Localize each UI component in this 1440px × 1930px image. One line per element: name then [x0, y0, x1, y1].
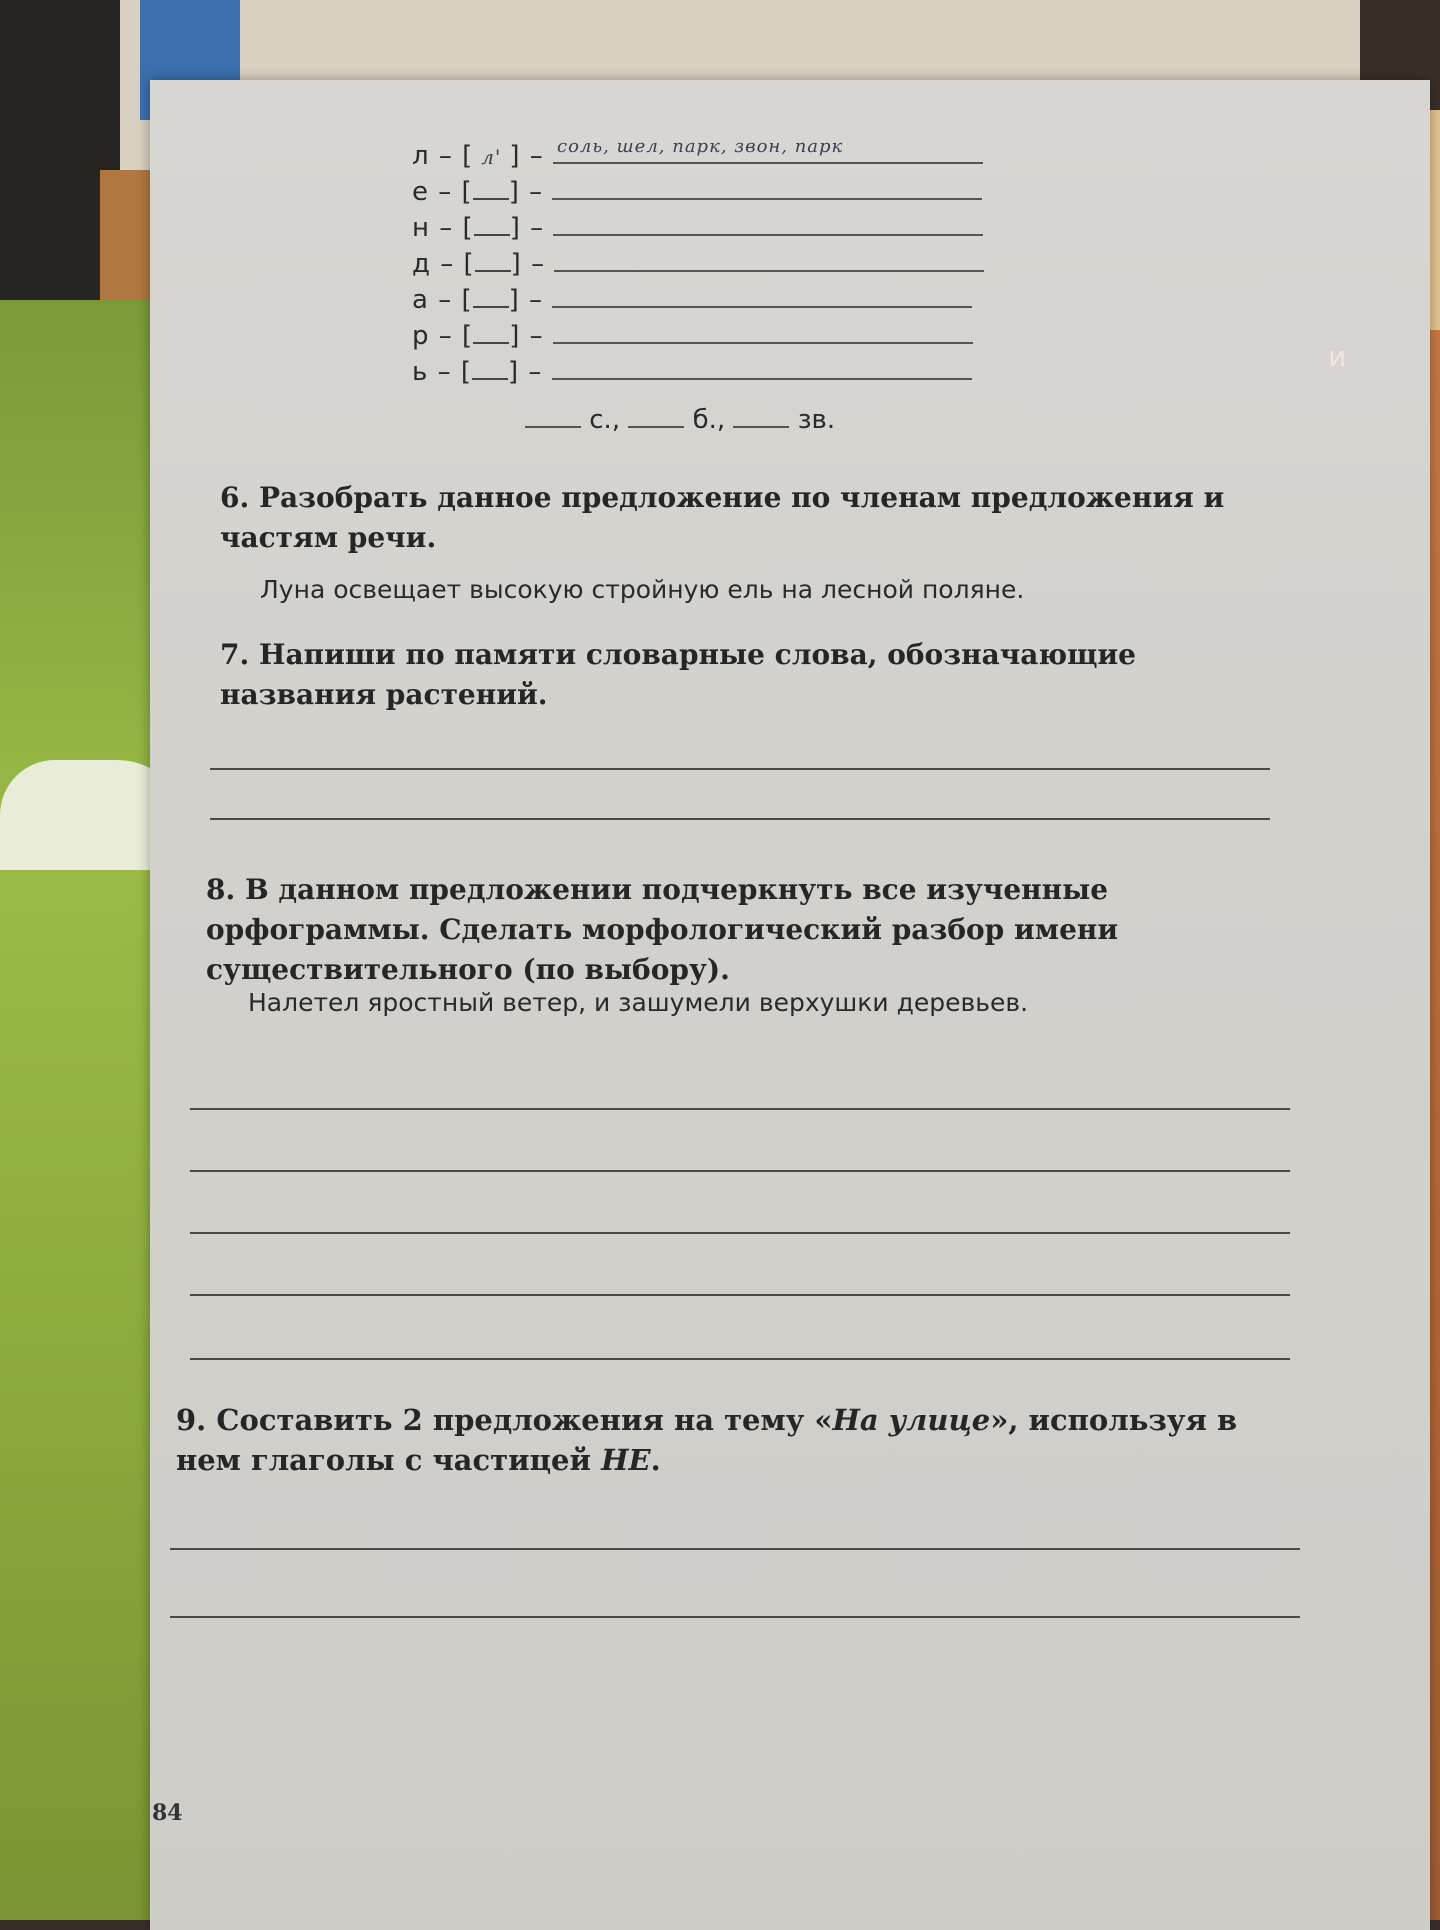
answer-line: [190, 1232, 1290, 1234]
letter-row: а – [ ] –: [412, 284, 972, 315]
task-7: [220, 635, 1300, 715]
answer-line: [210, 768, 1270, 770]
task-text: Разобрать данное предложение по членам предложения и частям речи.: [220, 481, 1225, 554]
letter-row: ь – [ ] –: [412, 356, 972, 387]
sound-box: [474, 212, 510, 236]
sound-counts: [525, 405, 835, 435]
task-number: 9.: [176, 1403, 207, 1437]
letter-row: д – [ ] –: [412, 248, 984, 279]
task-number: 8.: [206, 873, 236, 906]
letter: а: [412, 285, 429, 315]
sound-box: [473, 320, 509, 344]
task-text: В данном предложении подчеркнуть все изученные орфограммы. Сделать морфологический разбор имени существительного (по выбору).: [206, 873, 1119, 986]
task-text: Напиши по памяти словарные слова, обозначающие названия растений.: [220, 638, 1136, 711]
answer-line: [553, 320, 973, 344]
answer-line: [190, 1170, 1290, 1172]
task-8: [206, 870, 1306, 990]
sound-box: [473, 284, 509, 308]
answer-line: [190, 1294, 1290, 1296]
letters-count-label: с.,: [589, 405, 621, 435]
letter-row: е – [ ] –: [412, 176, 982, 207]
answer-line: [190, 1108, 1290, 1110]
count-blank: [628, 406, 684, 428]
task-number: 7.: [220, 638, 250, 671]
letter: н: [412, 213, 430, 243]
sounds-count-label: б.,: [692, 405, 726, 435]
task-text: », используя в нем глаголы с частицей: [176, 1403, 1238, 1477]
answer-line: [170, 1548, 1300, 1550]
task-9: [176, 1400, 1306, 1480]
sound-box: [472, 356, 508, 380]
zv-count-label: зв.: [797, 405, 836, 435]
answer-line: [552, 356, 972, 380]
letter: л: [412, 141, 430, 171]
worksheet-page: [150, 80, 1430, 1930]
background-letter: и: [1328, 340, 1347, 373]
count-blank: [525, 406, 581, 428]
task-8-sentence: Налетел яростный ветер, и зашумели верхушки деревьев.: [248, 988, 1029, 1017]
letter-row: н – [ ] –: [412, 212, 983, 243]
task-topic: На улице: [832, 1403, 991, 1437]
answer-line: [190, 1358, 1290, 1360]
letter: ь: [412, 357, 429, 387]
page-number: 84: [152, 1800, 183, 1826]
count-blank: [733, 406, 789, 428]
answer-line: [554, 248, 984, 272]
letter: д: [412, 249, 431, 279]
task-particle: НЕ: [601, 1443, 651, 1477]
sound-transcription: л': [481, 145, 502, 169]
task-number: 6.: [220, 481, 250, 514]
answer-line: [552, 176, 982, 200]
task-text: Составить 2 предложения на тему «: [216, 1403, 833, 1437]
task-6-sentence: Луна освещает высокую стройную ель на лесной поляне.: [260, 575, 1025, 604]
letter-row: л – [ л' ] – соль, шел, парк, звон, парк: [412, 140, 983, 171]
letter-row: р – [ ] –: [412, 320, 973, 351]
answer-line: [170, 1616, 1300, 1618]
answer-line: [210, 818, 1270, 820]
answer-line: [553, 212, 983, 236]
letter: р: [412, 321, 430, 351]
task-6: [220, 478, 1280, 558]
handwritten-words: соль, шел, парк, звон, парк: [557, 136, 844, 157]
worksheet-content: [150, 80, 1430, 1920]
sound-box: [473, 176, 509, 200]
letter: е: [412, 177, 429, 207]
answer-line: [552, 284, 972, 308]
task-text: .: [650, 1443, 661, 1477]
sound-box: [475, 248, 511, 272]
